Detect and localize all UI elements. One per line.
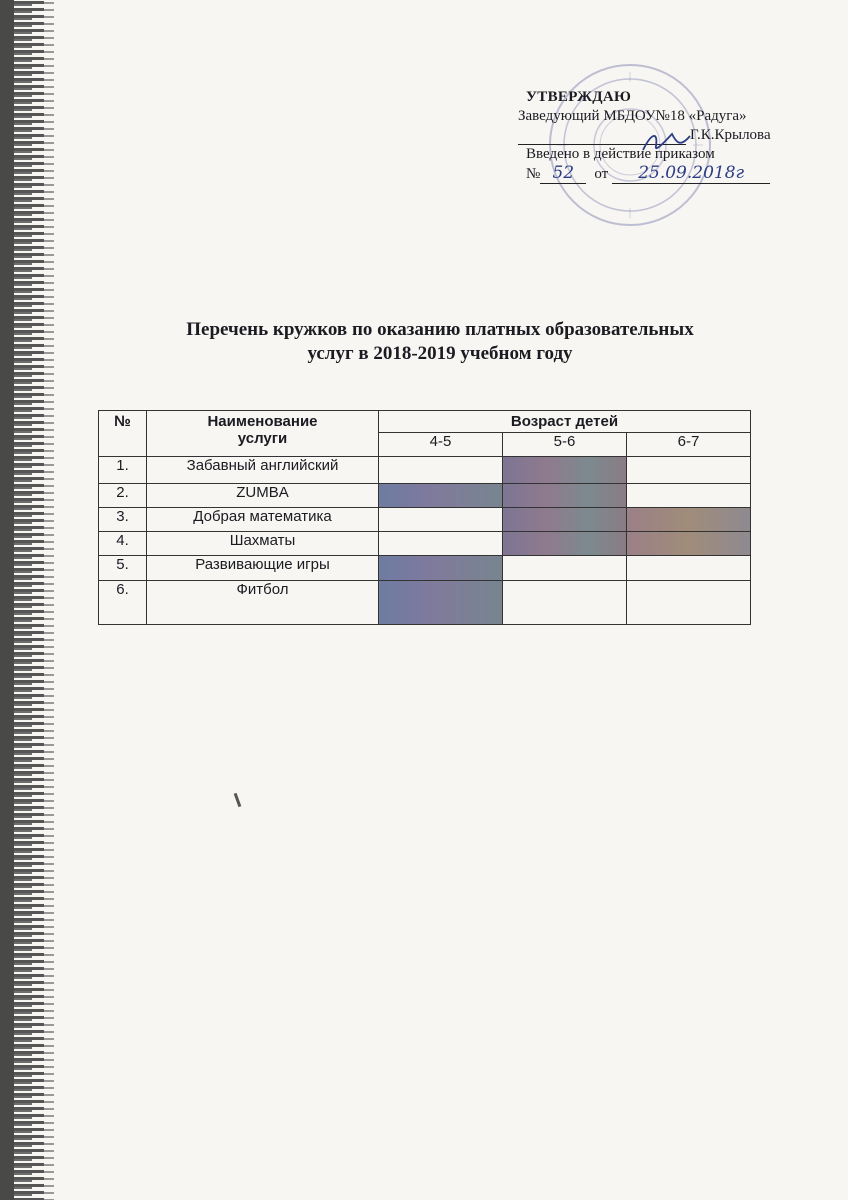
age-column-header: 5-6 [503, 433, 627, 457]
decree-date: 25.09.2018г [612, 164, 770, 184]
header-age: Возраст детей [379, 411, 751, 433]
row-number: 5. [99, 556, 147, 581]
row-number: 4. [99, 532, 147, 556]
row-number: 3. [99, 508, 147, 532]
age-cell-marked [627, 508, 751, 532]
document-title-line2: услуг в 2018-2019 учебном году [307, 343, 573, 364]
signatory-name: Г.К.Крылова [690, 127, 771, 143]
header-number: № [99, 411, 147, 457]
approval-position: Заведующий МБДОУ№18 «Радуга» [518, 108, 747, 124]
age-cell [503, 581, 627, 625]
age-cell-marked [627, 532, 751, 556]
scan-speck [234, 793, 242, 807]
service-name: Добрая математика [147, 508, 379, 532]
age-cell-marked [503, 508, 627, 532]
approval-block [518, 88, 818, 184]
services-table [98, 410, 751, 625]
age-column-header: 4-5 [379, 433, 503, 457]
age-cell-marked [379, 581, 503, 625]
service-name: ZUMBA [147, 484, 379, 508]
age-column-header: 6-7 [627, 433, 751, 457]
signature-line [518, 126, 818, 145]
table-row [99, 556, 751, 581]
table-row [99, 508, 751, 532]
handwritten-signature [638, 128, 698, 158]
table-row [99, 581, 751, 625]
scan-edge-noise [0, 0, 62, 1200]
service-name: Забавный английский [147, 457, 379, 484]
row-number: 1. [99, 457, 147, 484]
signature-field [518, 144, 686, 145]
age-cell [379, 532, 503, 556]
service-name: Шахматы [147, 532, 379, 556]
age-cell [627, 484, 751, 508]
age-cell [379, 508, 503, 532]
decree-number: 52 [540, 164, 586, 184]
age-cell [627, 457, 751, 484]
date-label: от [594, 166, 609, 182]
row-number: 6. [99, 581, 147, 625]
age-cell [627, 581, 751, 625]
approval-heading: УТВЕРЖДАЮ [526, 89, 632, 105]
header-service-name: Наименование услуги [147, 411, 379, 457]
age-cell-marked [379, 484, 503, 508]
number-label: № [526, 166, 541, 182]
age-cell-marked [503, 457, 627, 484]
age-cell-marked [503, 484, 627, 508]
service-name: Развивающие игры [147, 556, 379, 581]
row-number: 2. [99, 484, 147, 508]
table-row [99, 457, 751, 484]
decree-line [518, 164, 818, 184]
age-cell-marked [379, 556, 503, 581]
document-title-line1: Перечень кружков по оказанию платных образовательных [186, 319, 694, 340]
age-cell [503, 556, 627, 581]
age-cell [627, 556, 751, 581]
table-row [99, 532, 751, 556]
decree-intro: Введено в действие приказом [526, 146, 715, 162]
service-name: Фитбол [147, 581, 379, 625]
age-cell [379, 457, 503, 484]
age-cell-marked [503, 532, 627, 556]
table-row [99, 484, 751, 508]
